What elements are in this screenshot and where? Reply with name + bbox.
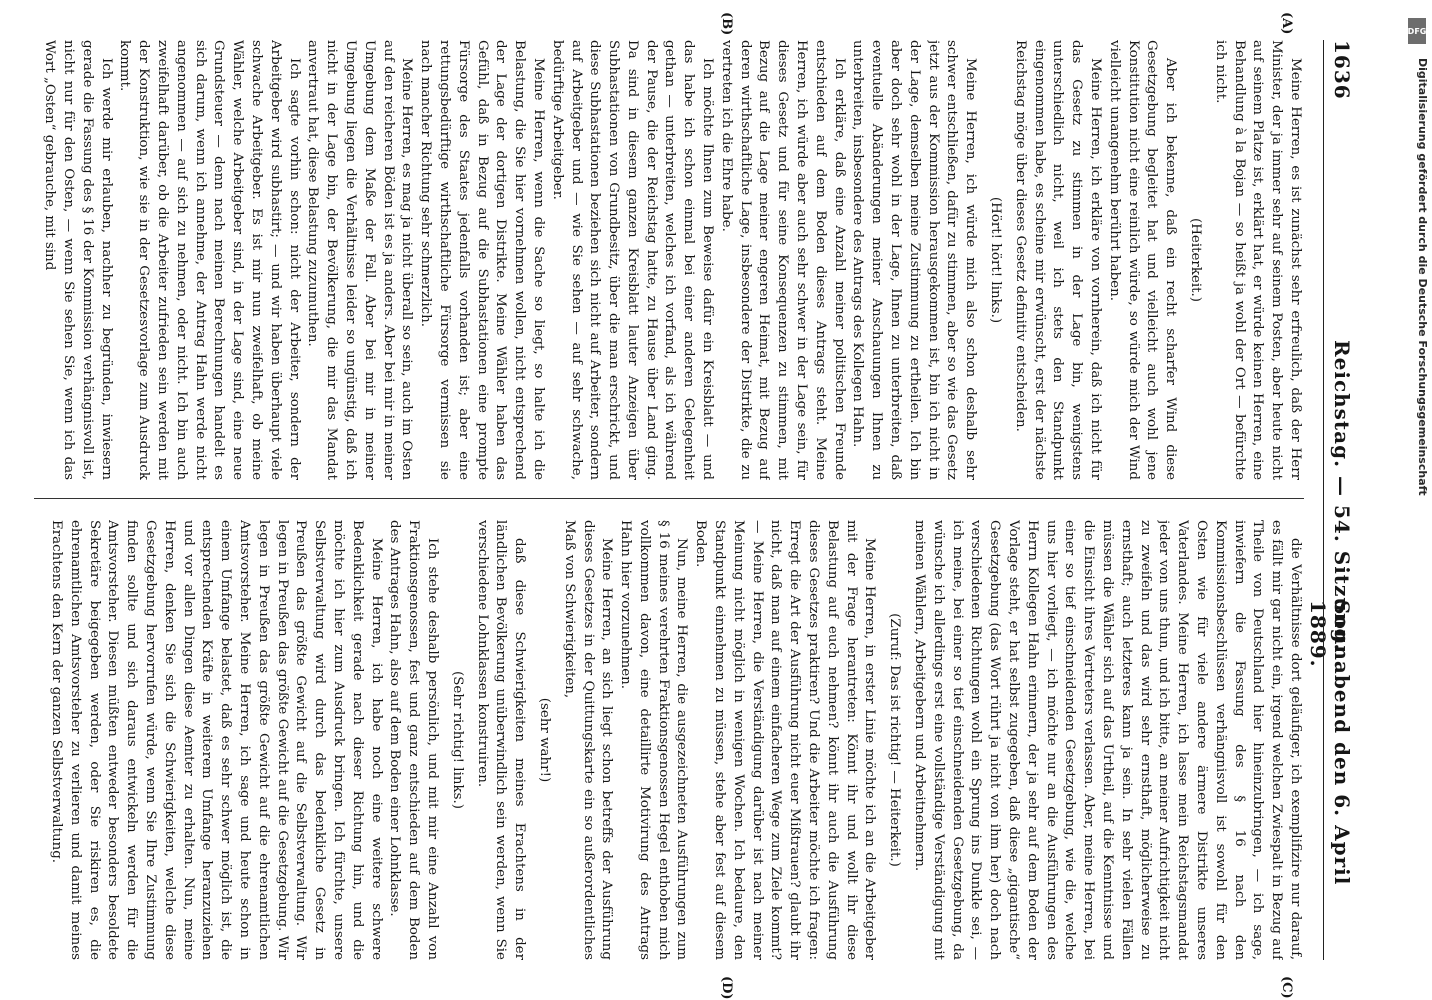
page-header <box>1306 40 1354 960</box>
reaction: (Hört! hört! links.) <box>988 196 1004 324</box>
paragraph: Ich stehe deshalb persönlich, und mit mir eine Anzahl von Fraktionsgenossen, fest und ganz entschieden auf dem Boden des Antrages Hahn, also auf dem Boden einer Lohnklasse. <box>387 520 440 960</box>
paragraph: Meine Herren, ich erkläre von vornherein, daß ich nicht für das Gesetz zu stimmen in der Lage bin, wenigstens unterschiedlich nicht, weil ich stets den Standpunkt eingenommen habe, es scheine mir erwünscht, erst der nächste Reichstag möge über dieses Gesetz definitiv entscheiden. <box>1012 40 1104 480</box>
paragraph: Meine Herren, es ist zunächst sehr erfreulich, daß der Herr Minister, der ja immer sehr auf seinem Posten, aber heute nicht auf seinem Platze ist, erklärt hat, er würde keinen Herren, eine Behandlung à la Bojan — so heißt ja wohl der Ort — befürchte ich nicht. <box>1212 40 1303 480</box>
paragraph: Meine Herren, ich habe noch eine weitere schwere Bedenklichkeit gerade nach dieser Richtung hin, und die möchte ich hier zum Ausdruck bringen. Ich fürchte, unsere Selbstverwaltung wird durch das bedenkliche Gesetz in Preußen das größte Gewicht auf die Selbstverwaltung. Wir legen in Preußen das größte Gewicht auf die Gesetzgebung. Wir legen in Preußen das größte Gewicht auf die ehrenamtlichen Amtsvorsteher. Meine Herren, ich sage und heute schon in einem Umfange belastet, daß es sehr schwer möglich ist, die entsprechenden Kräfte in weiterem Umfange heranzuziehen und vor allen Dingen diese Aemter zu erhalten. Nun, meine Herren, denken Sie sich die Schwierigkeiten, welche diese Gesetzgebung hervorrufen würde, wenn Sie Ihre Zustimmung finden sollte und sich daraus entwickeln werden für die Amtsvorsteher. Diesen müßten entweder besonders besoldete Sekretäre beigegeben werden, oder Sie riskiren es, die ehrenamtlichen Amtsvorsteher zu verlieren und damit meines Erachtens den Kern der ganzen Selbstverwaltung. <box>49 520 384 960</box>
credit-text: Digitalisierung gefördert durch die Deutsche Forschungsgemeinschaft <box>1416 58 1429 496</box>
dfg-logo: DFG <box>1408 18 1426 44</box>
paragraph: Meine Herren, in erster Linie möchte ich an die Arbeitgeber mit der Frage herantreten: Könnt ihr und wollt ihr diese Belastung auf euch nehmen? könnt ihr auch die Ausführung dieses Gesetzes praktiren? Und die Arbeiter möchte ich fragen: Erregt die Art der Ausführung nicht euer Mißtrauen? glaubt ihr nicht, daß man auf einem einfacheren Wege zum Ziele kommt? — Meine Herren, die Verständigung darüber ist nach meiner Meinung nicht möglich in wenigen Wochen. Ich bedaure, den Standpunkt einnehmen zu müssen, stehe aber fest auf diesem Boden. <box>693 520 878 960</box>
paragraph: Meine Herren, es mag ja nicht überall so sein, auch im Osten auf den reicheren Böden ist es ja anders. Aber bei mir in meiner Umgebung dem Maße der Fall. Aber bei mir in meiner Umgebung liegen die Verhältnisse leider so ungünstig, daß ich nicht in der Lage bin, der Bevölkerung, die mir das Mandat anvertraut hat, diese Belastung zuzumuthen. <box>305 40 415 480</box>
reaction: (sehr wahr!) <box>536 697 552 783</box>
paragraph: Meine Herren, wenn die Sache so liegt, so halte ich die Belastung, die Sie hier vornehmen wollen, nicht entsprechend der Lage der dortigen Distrikte. Meine Wähler haben das Gefühl, daß in Bezug auf die Subhastationen eine prompte Fürsorge des Staates jedenfalls vorhanden ist; aber eine rettungsbedürftige wirthschaftliche Fürsorge vermissen sie nach mancher Richtung sehr schmerzlich. <box>418 40 546 480</box>
header-rule <box>1323 40 1324 960</box>
session-date: Sonnabend den 6. April 1889. <box>1306 600 1354 886</box>
reaction: (Zuruf: Das ist richtig! — Heiterkeit.) <box>887 613 903 867</box>
paragraph: Meine Herren, ich würde mich also schon deshalb sehr schwer entschließen, dafür zu stimmen, aber so wie das Gesetz jetzt aus der Kommission herausgekommen ist, bin ich nicht in der Lage, demselben meine Zustimmung zu ertheilen. Ich bin aber doch sehr wohl in der Lage, Ihnen zu unterbreiten, daß eventuelle Abänderungen meiner Anschauungen Ihnen zu unterbreiten, insbesondere des Antrags des Kollegen Hahn. <box>850 40 979 480</box>
paragraph: Nun, meine Herren, die ausgezeichneten Ausführungen zum § 16 meines verehrten Fraktionsgenossen Hegel enthoben mich vollkommen davon, eine detaillirte Motivirung des Antrags Hahn hier vorzunehmen. <box>618 520 690 960</box>
right-column <box>34 520 1304 960</box>
margin-marker-a: (A) <box>1279 12 1294 35</box>
paragraph: Ich möchte Ihnen zum Beweise dafür ein Kreisblatt — und das habe ich schon einmal bei einer anderen Gelegenheit gethan — unterbreiten, welches ich vorfand, als ich während der Pause, die der Reichstag hatte, zu Hause über Land ging. Da sind in diesem ganzen Kreisblatt lauter Anzeigen über Subhastationen von Grundbesitz, über die man erschrickt, und diese Subhastationen beziehen sich nicht auf Arbeiter, sondern auf Arbeitgeber und — wie Sie sehen — auf sehr schwache, bedürftige Arbeitgeber. <box>549 40 716 480</box>
margin-marker-d: (D) <box>719 976 734 1000</box>
digitization-credit <box>1405 18 1429 982</box>
reaction: (Heiterkeit.) <box>1188 218 1204 302</box>
margin-marker-c: (C) <box>1279 976 1294 999</box>
left-column <box>34 40 1304 480</box>
paragraph: Ich erkläre, daß eine Anzahl meiner politischen Freunde entschieden auf dem Boden dieses Antrags steht. Meine Herren, ich würde aber auch sehr schwer in der Lage sein, für dieses Gesetz und für seine Konsequenzen zu stimmen, mit Bezug auf die Lage meiner engeren Heimat, mit Bezug auf deren wirthschaftliche Lage, insbesondere der Distrikte, die zu vertreten ich die Ehre habe. <box>718 40 847 480</box>
paragraph: Aber ich bekenne, daß ein recht scharfer Wind diese Gesetzgebung begleitet hat und vielleicht auch wohl jene Konstitution nicht eine reinlich würde, so würde mich der Wind vielleicht unangenehm berührt haben. <box>1106 40 1179 480</box>
page-number: 1636 <box>1330 40 1354 100</box>
paragraph: Ich werde mir erlauben, nachher zu begründen, inwiesern gerade die Fassung des § 16 der Kommission verhängnisvoll ist, nicht nur für den Osten, — wenn Sie sehen Sie, wenn ich das Wort „Osten“ gebrauche, mit sind <box>42 40 114 480</box>
margin-marker-b: (B) <box>719 12 734 36</box>
reaction: (Sehr richtig! links.) <box>449 671 465 809</box>
column-divider <box>34 498 1304 499</box>
paragraph: Ich sagte vorhin schon: nicht der Arbeiter, sondern der Arbeitgeber wird subhastirt; — und wir haben überhaupt viele schwache Arbeitgeber. Es ist mir nun zweifelhaft, ob meine Wähler, welche Arbeitgeber sind, in der Lage sind, eine neue Grundsteuer — denn nach meinen Berechnungen handelt es sich darum, wenn ich annehme, der Antrag Hahn werde nicht angenommen — auf sich zu nehmen, oder nicht. Ich bin auch zweifelhaft darüber, ob die Arbeiter zufrieden sein werden mit der Konstruktion, wie sie in der Gesetzesvorlage zum Ausdruck kommt. <box>117 40 302 480</box>
paragraph: Meine Herren, an sich liegt schon betreffs der Ausführung dieses Gesetzes in der Quittungskarte ein so außerordentliches Maß von Schwierigkeiten, <box>561 520 615 960</box>
paragraph: die Verhältnisse dort geläufiger, ich exemplifizire nur darauf, es fällt mir gar nicht ein, irgend welchen Zwiespalt in Bezug auf Theile von Deutschland hier hineinzubringen, — ich sage, inwiefern die Fassung des § 16 nach den Kommissionsbeschlüssen verhängnisvoll ist sowohl für den Osten wie für viele andere ärmere Distrikte unseres Vaterlandes. Meine Herren, ich lasse mein Reichstagsmandat jeder von uns thun, und ich bitte, an meiner Aufrichtigkeit nicht zu zweifeln und das wird sehr ernsthaft, möglicherweise zu ernsthaft; auch letzteres kann ja sein. In sehr vielen Fällen müssen die Wähler sich auf das Urtheil, auf die Kenntnisse und die Einsicht ihres Vertreters verlassen. Aber, meine Herren, bei einer so tief einschneidenden Gesetzgebung, wie die, welche uns hier vorliegt, — ich möchte nur an die Ausführungen des Herrn Kollegen Hahn erinnern, der ja sehr auf dem Boden der Vorlage steht, er hat selbst zugegeben, daß diese „gigantische“ Gesetzgebung (das Wort rührt ja nicht von ihm her) doch nach verschiedenen Richtungen wohl ein Sprung ins Dunkle sei, — ich meine, bei einer so tief einschneidenden Gesetzgebung, da wünsche ich allerdings erst eine vollständige Verständigung mit meinen Wählern, Arbeitgebern und Arbeitnehmern. <box>912 520 1303 960</box>
session-title: Reichstag. — 54. Sitzung. <box>1330 340 1354 652</box>
paragraph: daß diese Schwierigkeiten meines Erachtens in der ländlichen Bevölkerung unüberwindlich sein werden, wenn Sie verschiedene Lohnklassen konstruiren. <box>474 520 528 960</box>
